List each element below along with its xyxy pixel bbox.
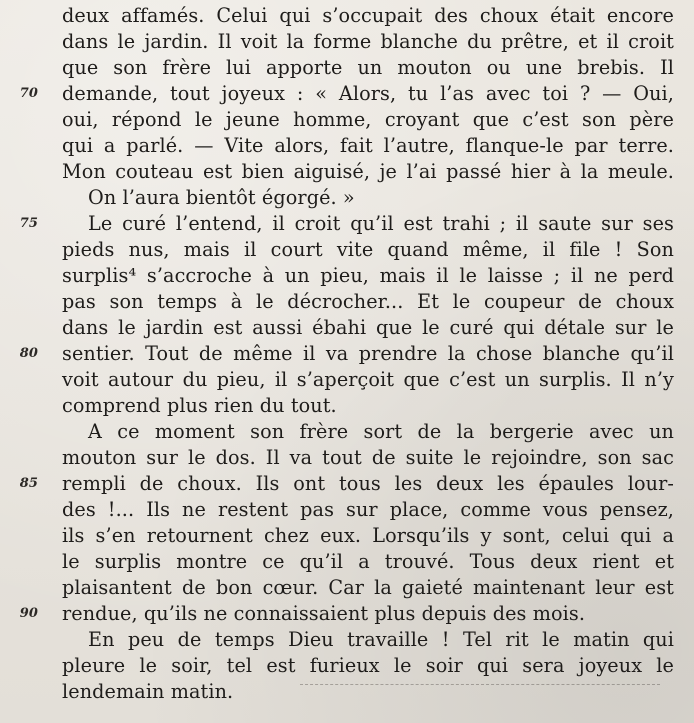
text-line (0, 444, 694, 472)
line-text: plaisantent de bon cœur. Car la gaieté maintenant leur est (62, 576, 674, 599)
text-line (0, 470, 694, 498)
text-line (0, 496, 694, 524)
text-line (0, 418, 694, 446)
line-text: En peu de temps Dieu travaille ! Tel rit le matin qui (88, 628, 674, 651)
text-line (0, 678, 694, 706)
faint-dashed-line (300, 684, 660, 687)
line-text: deux affamés. Celui qui s’occupait des choux était encore (62, 4, 674, 27)
line-text: rendue, qu’ils ne connaissaient plus depuis des mois. (62, 602, 586, 625)
line-text: le surplis montre ce qu’il a trouvé. Tous deux rient et (62, 550, 674, 573)
line-number: 70 (19, 86, 38, 101)
line-text: A ce moment son frère sort de la bergerie avec un (88, 420, 674, 443)
line-text: oui, répond le jeune homme, croyant que c’est son père (62, 108, 674, 131)
line-text: rempli de choux. Ils ont tous les deux les épaules lour- (62, 472, 674, 495)
line-number: 80 (19, 346, 38, 361)
line-text: surplis⁴ s’accroche à un pieu, mais il le laisse ; il ne perd (62, 264, 674, 287)
text-line (0, 366, 694, 394)
text-line (0, 54, 694, 82)
line-text: qui a parlé. — Vite alors, fait l’autre, flanque-le par terre. (62, 134, 674, 157)
line-text: demande, tout joyeux : « Alors, tu l’as avec toi ? — Oui, (62, 82, 674, 105)
text-line (0, 288, 694, 316)
text-line (0, 184, 694, 212)
line-text: dans le jardin est aussi ébahi que le curé qui détale sur le (62, 316, 674, 339)
text-line (0, 548, 694, 576)
line-number: 90 (19, 606, 38, 621)
line-text: dans le jardin. Il voit la forme blanche du prêtre, et il croit (62, 30, 674, 53)
text-line (0, 210, 694, 238)
text-line (0, 106, 694, 134)
line-text: Le curé l’entend, il croit qu’il est trahi ; il saute sur ses (88, 212, 674, 235)
text-line (0, 262, 694, 290)
line-text: comprend plus rien du tout. (62, 394, 337, 417)
line-text: mouton sur le dos. Il va tout de suite le rejoindre, son sac (62, 446, 674, 469)
line-text: lendemain matin. (62, 680, 234, 703)
text-line (0, 236, 694, 264)
text-line (0, 626, 694, 654)
text-line (0, 574, 694, 602)
text-line (0, 392, 694, 420)
text-line (0, 2, 694, 30)
line-text: pleure le soir, tel est furieux le soir qui sera joyeux le (62, 654, 674, 677)
line-text: ils s’en retournent chez eux. Lorsqu’ils y sont, celui qui a (62, 524, 674, 547)
text-line (0, 80, 694, 108)
line-number: 85 (19, 476, 38, 491)
text-line (0, 652, 694, 680)
line-text: voit autour du pieu, il s’aperçoit que c’est un surplis. Il n’y (62, 368, 674, 391)
line-text: pas son temps à le décrocher... Et le coupeur de choux (62, 290, 674, 313)
text-line (0, 314, 694, 342)
line-text: que son frère lui apporte un mouton ou une brebis. Il (62, 56, 674, 79)
line-text: On l’aura bientôt égorgé. » (88, 186, 355, 209)
text-line (0, 600, 694, 628)
line-text: pieds nus, mais il court vite quand même, il file ! Son (62, 238, 674, 261)
text-line (0, 522, 694, 550)
text-line (0, 158, 694, 186)
line-text: sentier. Tout de même il va prendre la chose blanche qu’il (62, 342, 674, 365)
line-text: des !... Ils ne restent pas sur place, comme vous pensez, (62, 498, 674, 521)
line-text: Mon couteau est bien aiguisé, je l’ai passé hier à la meule. (62, 160, 674, 183)
text-line (0, 132, 694, 160)
line-number: 75 (19, 216, 38, 231)
text-line (0, 340, 694, 368)
text-line (0, 28, 694, 56)
